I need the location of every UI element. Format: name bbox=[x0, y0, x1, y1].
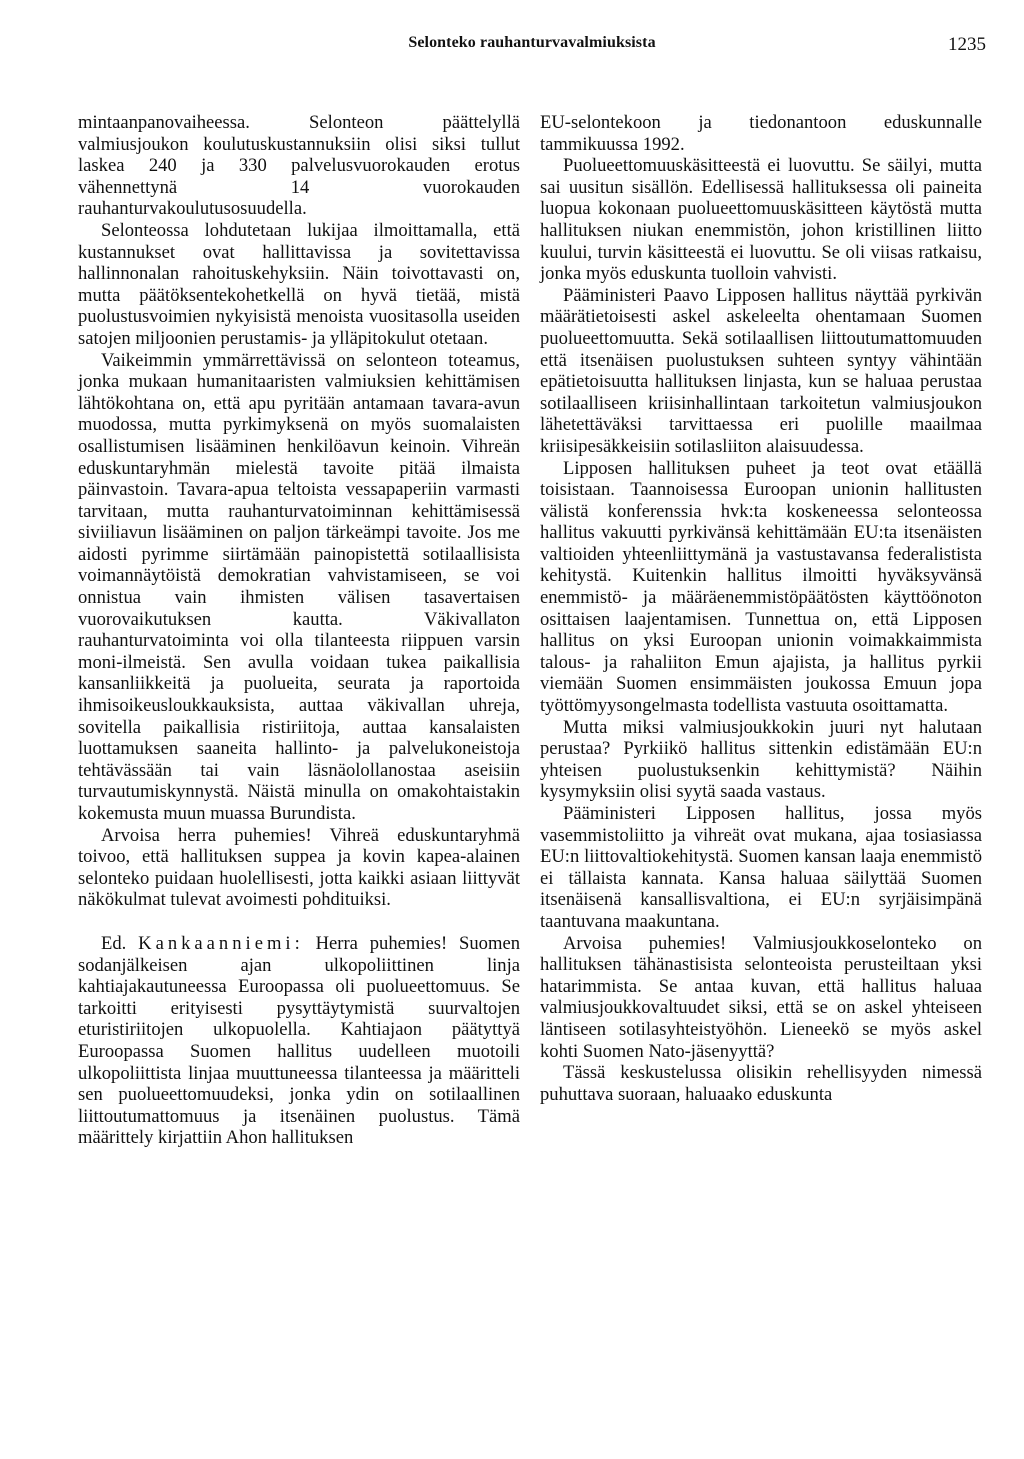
paragraph: mintaanpanovaiheessa. Selonteon päättelyllä valmiusjoukon koulutuskustannuksiin olisi siksi tullut laskea 240 ja 330 palvelusvuorokauden erotus vähennettynä 14 vuorokauden rauhanturvakoulutusosuudella. bbox=[78, 112, 520, 220]
paragraph: Arvoisa puhemies! Valmiusjoukkoselonteko on hallituksen tähänastisista selonteoista perusteiltaan yksi hatarimmista. Se antaa kuvan, että hallitus haluaa valmiusjoukkovaltuudet siksi, että se on askel yhteiseen läntiseen sotilasyhteistyöhön. Lieneekö se myös askel kohti Suomen Nato-jäsenyyttä? bbox=[540, 932, 982, 1062]
page-number: 1235 bbox=[948, 34, 986, 55]
speech-prefix: Ed. bbox=[101, 932, 127, 954]
running-title: Selonteko rauhanturvavalmiuksista bbox=[408, 34, 656, 51]
paragraph: Tässä keskustelussa olisikin rehellisyyden nimessä puhuttava suoraan, haluaako eduskunta bbox=[540, 1062, 982, 1105]
left-column bbox=[78, 112, 520, 1149]
paragraph: Arvoisa herra puhemies! Vihreä eduskuntaryhmä toivoo, että hallituksen suppea ja kovin kapea-alainen selonteko puidaan huolellisesti, jotta kaikki asiaan liittyvät näkökulmat tulevat avoimesti pohdituiksi. bbox=[78, 824, 520, 911]
right-column bbox=[540, 112, 982, 1105]
paragraph: Pääministeri Paavo Lipposen hallitus näyttää pyrkivän määrätietoisesti askel askeleelta ohentamaan Suomen puolueettomuutta. Sekä sotilaallisen liittoutumattomuuden että itsenäisen puolustuksen suhteen syntyy vähintään epätietoisuutta hallituksen linjasta, kun se haluaa perustaa sotilaalliseen kriisinhallintaan tarkoitetun valmiusjoukon lähetettäväksi tarvittaessa eri puolille maailmaa kriisipesäkkeisiin sotilasliiton alaisuudessa. bbox=[540, 284, 982, 457]
speaker-name: Kankaanniemi: bbox=[138, 932, 304, 954]
paragraph: Vaikeimmin ymmärrettävissä on selonteon toteamus, jonka mukaan humanitaaristen valmiuksien kehittämisen lähtökohtana on, että apu pyritään antamaan tavara-avun muodossa, mutta pyrkimyksenä on myös suomalaisten osallistumisen lisääminen henkilöavun keinoin. Vihreän eduskuntaryhmän mielestä tavoite pitää ilmaista päinvastoin. Tavara-apua teltoista vessapaperiin varmasti tarvitaan, mutta rauhanturvatoiminnan kehittämisessä siviiliavun lisääminen on paljon tärkeämpi tavoite. Jos me aidosti pyrimme siirtämään painopistettä sotilaallisista voimannäytöistä demokratian vahvistamiseen, se voi onnistua vain ihmisten välisen tasavertaisen vuorovaikutuksen kautta. Väkivallaton rauhanturvatoiminta voi olla tilanteesta riippuen varsin moni-ilmeistä. Sen avulla voidaan tukea paikallisia kansanliikkeitä ja puolueita, seurata ja raportoida ihmisoikeusloukkauksista, auttaa väkivallan uhreja, sovitella paikallisia ristiriitoja, auttaa kansalaisten luottamuksen saaneita hallinto- ja palvelukoneistoja tehtävässään tai vain läsnäolollanostaa aseisiin turvautumiskynnystä. Näistä minulla on omakohtaistakin kokemusta muun muassa Burundista. bbox=[78, 349, 520, 824]
speech-paragraph bbox=[78, 933, 520, 1149]
paragraph: EU-selontekoon ja tiedonantoon eduskunnalle tammikuussa 1992. bbox=[540, 112, 982, 155]
speech-text: Herra puhemies! Suomen sodanjälkeisen ajan ulkopoliittinen linja kahtiajakautuneessa Euroopassa oli puolueettomuus. Se tarkoitti erityisesti pysyttäytymistä suurvaltojen eturistiriitojen ulkopuolella. Kahtiajaon päätyttyä Euroopassa Suomen hallitus uudelleen muotoili ulkopoliittista linjaa muuttuneessa tilanteessa ja määritteli sen puolueettomuudeksi, jonka ydin on sotilaallinen liittoutumattomuus ja itsenäinen puolustus. Tämä määrittely kirjattiin Ahon hallituksen bbox=[78, 932, 520, 1149]
paragraph: Selonteossa lohdutetaan lukijaa ilmoittamalla, että kustannukset ovat hallittavissa ja sovitettavissa hallinnonalan rahoituskehyksiin. Näin toivottavasti on, mutta päätöksentekohetkellä on hyvä tietää, mistä puolustusvoimien nykyisistä menoista vuositasolla useiden satojen miljoonien perustamis- ja ylläpitokulut otetaan. bbox=[78, 219, 520, 349]
paragraph: Puolueettomuuskäsitteestä ei luovuttu. Se säilyi, mutta sai uusitun sisällön. Edellisessä hallituksessa oli paineita luopua kokonaan puolueettomuuskäsitteen käytöstä mutta hallituksen niukan enemmistön, johon kristillinen liitto kuului, turvin käsitteestä ei luovuttu. Se oli viisas ratkaisu, jonka myös eduskunta tuolloin vahvisti. bbox=[540, 155, 982, 285]
paragraph: Pääministeri Lipposen hallitus, jossa myös vasemmistoliitto ja vihreät ovat mukana, ajaa tosiasiassa EU:n liittovaltiokehitystä. Suomen kansan laaja enemmistö ei tällaista kannata. Kansa haluaa säilyttää Suomen itsenäisenä kansallisvaltiona, ei EU:n syrjäisimpänä taantuvana maakuntana. bbox=[540, 803, 982, 932]
running-header bbox=[78, 34, 986, 64]
paragraph: Mutta miksi valmiusjoukkokin juuri nyt halutaan perustaa? Pyrkiikö hallitus sittenkin edistämään EU:n yhteisen puolustuksenkin kehittymistä? Näihin kysymyksiin olisi syytä saada vastaus. bbox=[540, 716, 982, 803]
paragraph: Lipposen hallituksen puheet ja teot ovat etäällä toisistaan. Taannoisessa Euroopan unionin hallitusten välistä konferenssia hvk:ta koskeneessa selonteossa hallitus vakuutti pyrkivänsä kehittämään EU:ta itsenäisten valtioiden yhteenliittymänä ja vastustavansa federalistista kehitystä. Kuitenkin hallitus ilmoitti hyväksyvänsä enemmistö- ja määräenemmistöpäätösten käyttöönoton osittaisen laajentamisen. Tunnettua on, että Lipposen hallitus on yksi Euroopan unionin voimakkaimmista talous- ja rahaliiton Emun ajajista, ja hallitus pyrkii viemään Suomen ensimmäisten joukossa Emuun jopa työttömyysongelmasta todellista vastuuta osoittamatta. bbox=[540, 457, 982, 717]
